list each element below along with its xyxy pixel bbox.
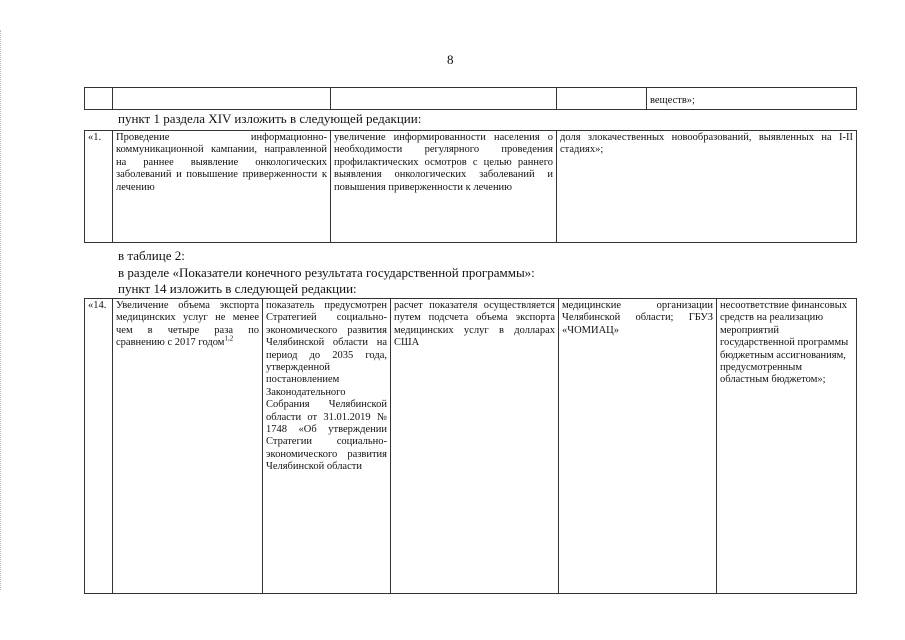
instruction-paragraph-4: пункт 14 изложить в следующей редакции:: [118, 281, 357, 296]
instruction-paragraph-3: в разделе «Показатели конечного результата государственной программы»:: [118, 265, 535, 280]
indicator-name-text: Увеличение объема экспорта медицинских услуг не менее чем в четыре раза по сравнению с 2017 годом: [116, 300, 259, 349]
indicator-name-cell: [113, 299, 263, 594]
risk-cell: [717, 299, 857, 594]
result-text: увеличение информированности населения о необходимости регулярного проведения профилактических осмотров с целью раннего выявления онкологических заболеваний и повышения приверженности к лечению: [334, 132, 553, 193]
responsible-cell: [559, 299, 717, 594]
activity-cell: [113, 131, 331, 243]
calculation-cell: [391, 299, 559, 594]
row-number: [85, 299, 113, 594]
cell-value: [647, 88, 857, 110]
row-number: [85, 131, 113, 243]
indicator-text: доля злокачественных новообразований, выявленных на I-II стадиях»;: [560, 132, 853, 156]
basis-text: показатель предусмотрен Стратегией социально-экономического развития Челябинской области на период до 2035 года, утвержденной постановлением Законодательного Собрания Челябинской области от 31.01.2019 № 1748 «Об утверждении Стратегии социально-экономического развития Челябинской области: [266, 300, 387, 473]
cell-empty: [331, 88, 557, 110]
instruction-paragraph-1: пункт 1 раздела XIV изложить в следующей редакции:: [118, 111, 422, 126]
table-fragment-top: [84, 87, 857, 110]
indicator-cell: [557, 131, 857, 243]
responsible-text: медицинские организации Челябинской области; ГБУЗ «ЧОМИАЦ»: [562, 300, 713, 336]
risk-text: несоответствие финансовых средств на реализацию мероприятий государственной программы бюджетным ассигнованиям, предусмотренным областным бюджетом»;: [720, 300, 849, 386]
calculation-text: расчет показателя осуществляется путем подсчета объема экспорта медицинских услуг в долларах США: [394, 300, 555, 349]
row-number-text: «14.: [88, 300, 107, 311]
cell-empty: [85, 88, 113, 110]
activity-text: Проведение информационно-коммуникационной кампании, направленной на раннее выявление онкологических заболеваний и повышение приверженности к лечению: [116, 132, 327, 193]
page-number: 8: [447, 52, 454, 67]
row-number-text: «1.: [88, 132, 102, 143]
table-point-14: [84, 298, 857, 594]
cell-text: веществ»;: [650, 95, 695, 106]
result-cell: [331, 131, 557, 243]
scan-edge-mark: [0, 30, 4, 590]
footnote-marker: 1,2: [224, 334, 234, 343]
cell-empty: [557, 88, 647, 110]
cell-empty: [113, 88, 331, 110]
table-point-1: [84, 130, 857, 243]
instruction-paragraph-2: в таблице 2:: [118, 248, 185, 263]
basis-cell: [263, 299, 391, 594]
